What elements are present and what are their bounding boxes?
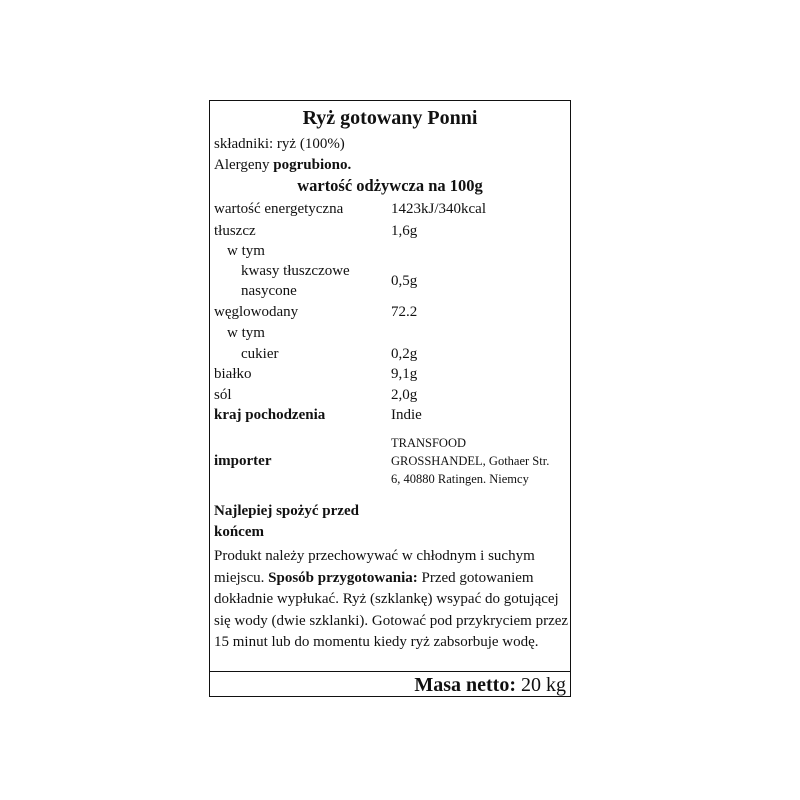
carbs-of-which-label: w tym (227, 325, 265, 341)
storage-instructions (214, 546, 570, 654)
sugar-value: 0,2g (391, 346, 418, 362)
allergens-prefix: Alergeny (214, 157, 274, 173)
saturated-label-line2: nasycone (241, 283, 297, 299)
carbs-label: węglowodany (214, 304, 299, 320)
preparation-heading: Sposób przygotowania: (268, 569, 418, 586)
net-weight-label: Masa netto: (414, 674, 516, 696)
best-before-line2: końcem (214, 524, 264, 540)
energy-label: wartość energetyczna (214, 201, 344, 217)
origin-label: kraj pochodzenia (214, 407, 326, 423)
importer-line1: TRANSFOOD (391, 436, 467, 450)
product-title: Ryż gotowany Ponni (302, 107, 478, 129)
allergens-note (214, 155, 351, 175)
importer-line3: 6, 40880 Ratingen. Niemcy (391, 472, 529, 486)
importer-label: importer (214, 453, 272, 469)
salt-label: sól (214, 387, 232, 403)
saturated-value: 0,5g (391, 273, 418, 289)
net-weight-value: 20 kg (516, 674, 566, 696)
energy-value: 1423kJ/340kcal (391, 201, 486, 217)
preparation-text: Przed gotowaniem dokładnie wypłukać. Ryż (szklankę) wsypać do gotującej się wody (dwie szklanki). Gotować pod przykryciem przez 15 minut lub do momentu kiedy ryż zabsorbuje wodę. (214, 569, 569, 650)
sugar-label: cukier (241, 346, 279, 362)
ingredients-text: składniki: ryż (100%) (214, 136, 345, 152)
allergens-bold: pogrubiono. (273, 157, 352, 173)
product-label (209, 100, 571, 697)
protein-label: białko (214, 366, 252, 382)
best-before-line1: Najlepiej spożyć przed (214, 503, 359, 519)
protein-value: 9,1g (391, 366, 418, 382)
net-weight (414, 674, 566, 697)
carbs-value: 72.2 (391, 304, 418, 320)
salt-value: 2,0g (391, 387, 418, 403)
fat-of-which-label: w tym (227, 243, 265, 259)
saturated-label-line1: kwasy tłuszczowe (241, 263, 350, 279)
importer-line2: GROSSHANDEL, Gothaer Str. (391, 454, 550, 468)
fat-label: tłuszcz (214, 223, 256, 239)
origin-value: Indie (391, 407, 422, 423)
fat-value: 1,6g (391, 223, 418, 239)
storage-text: Produkt należy przechowywać w chłodnym i suchym miejscu. (214, 548, 535, 586)
nutrition-heading: wartość odżywcza na 100g (297, 176, 483, 195)
footer-divider (210, 671, 570, 672)
